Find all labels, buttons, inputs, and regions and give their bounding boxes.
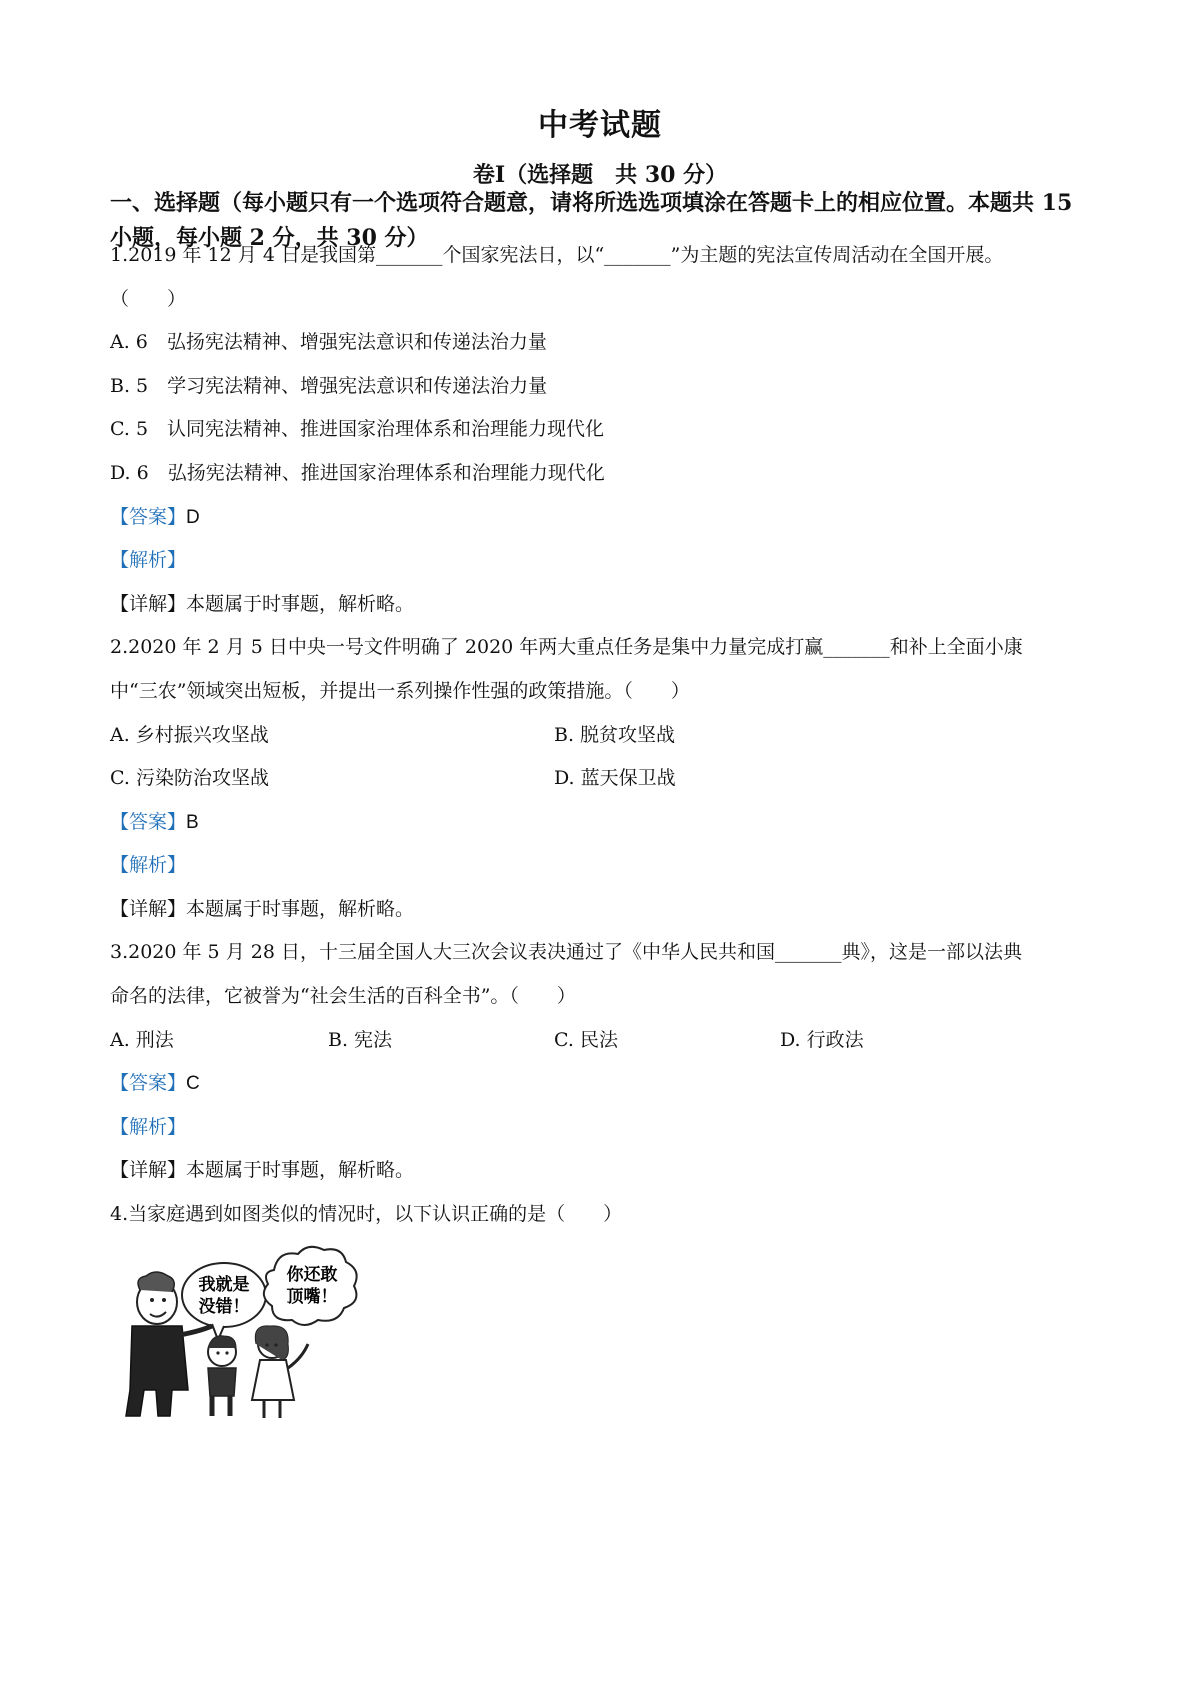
q3-detail: 本题属于时事题，解析略。 bbox=[186, 1159, 415, 1181]
q2-analysis-tag: 【解析】 bbox=[110, 854, 187, 876]
bubble-right-line2: 顶嘴！ bbox=[286, 1287, 338, 1307]
q1-detail-row bbox=[110, 589, 414, 616]
q1-stem-line1: 1.2019 年 12 月 4 日是我国第_______个国家宪法日，以“_______”为主题的宪法宣传周活动在全国开展。 bbox=[110, 244, 1004, 266]
detail-tag: 【详解】 bbox=[110, 898, 187, 920]
q2-option-d: D. 蓝天保卫战 bbox=[554, 767, 676, 789]
paper-subtitle: 卷Ⅰ（选择题 共 30 分） bbox=[472, 162, 728, 188]
section-heading: 一、选择题（每小题只有一个选项符合题意，请将所选选项填涂在答题卡上的相应位置。本题共 15 小题，每小题 2 分，共 30 分） bbox=[110, 190, 1073, 251]
detail-tag: 【详解】 bbox=[110, 593, 187, 615]
q2-option-a: A. 乡村振兴攻坚战 bbox=[110, 724, 269, 746]
q2-stem-line1: 2.2020 年 2 月 5 日中央一号文件明确了 2020 年两大重点任务是集中力量完成打赢_______和补上全面小康 bbox=[110, 636, 1023, 658]
answer-tag: 【答案】 bbox=[110, 506, 187, 528]
bubble-right-line1: 你还敢 bbox=[286, 1265, 338, 1285]
q1-option-c: C. 5 认同宪法精神、推进国家治理体系和治理能力现代化 bbox=[110, 418, 605, 440]
q2-stem-line2: 中“三农”领域突出短板，并提出一系列操作性强的政策措施。（ ） bbox=[110, 680, 690, 702]
q3-option-d: D. 行政法 bbox=[780, 1029, 864, 1051]
q1-option-b: B. 5 学习宪法精神、增强宪法意识和传递法治力量 bbox=[110, 375, 548, 397]
q1-analysis-tag: 【解析】 bbox=[110, 549, 187, 571]
q3-option-c: C. 民法 bbox=[554, 1029, 618, 1051]
q3-option-a: A. 刑法 bbox=[110, 1029, 174, 1051]
mother-figure bbox=[252, 1326, 308, 1418]
q3-answer: C bbox=[186, 1073, 200, 1094]
page-title: 中考试题 bbox=[538, 108, 662, 143]
q1-detail: 本题属于时事题，解析略。 bbox=[186, 593, 415, 615]
q2-detail: 本题属于时事题，解析略。 bbox=[186, 898, 415, 920]
bubble-left-line1: 我就是 bbox=[198, 1275, 250, 1295]
child-figure bbox=[208, 1336, 236, 1416]
answer-tag: 【答案】 bbox=[110, 1072, 187, 1094]
q1-answer-row bbox=[110, 502, 200, 529]
q2-answer-row bbox=[110, 807, 199, 834]
q3-option-b: B. 宪法 bbox=[328, 1029, 393, 1051]
q3-stem-line1: 3.2020 年 5 月 28 日，十三届全国人大三次会议表决通过了《中华人民共和国_______典》，这是一部以法典 bbox=[110, 941, 1022, 963]
q1-option-a: A. 6 弘扬宪法精神、增强宪法意识和传递法治力量 bbox=[110, 331, 547, 353]
answer-tag: 【答案】 bbox=[110, 811, 187, 833]
q3-answer-row bbox=[110, 1068, 200, 1095]
detail-tag: 【详解】 bbox=[110, 1159, 187, 1181]
q1-answer: D bbox=[186, 507, 200, 528]
q4-stem-line1: 4.当家庭遇到如图类似的情况时，以下认识正确的是（ ） bbox=[110, 1203, 623, 1225]
q1-option-d: D. 6 弘扬宪法精神、推进国家治理体系和治理能力现代化 bbox=[110, 462, 605, 484]
q3-detail-row bbox=[110, 1155, 414, 1182]
q2-option-c: C. 污染防治攻坚战 bbox=[110, 767, 269, 789]
q2-answer: B bbox=[186, 812, 199, 833]
q2-detail-row bbox=[110, 894, 414, 921]
family-argument-cartoon bbox=[112, 1240, 372, 1425]
q3-analysis-tag: 【解析】 bbox=[110, 1116, 187, 1138]
q3-stem-line2: 命名的法律，它被誉为“社会生活的百科全书”。（ ） bbox=[110, 985, 576, 1007]
q1-stem-line2: （ ） bbox=[110, 288, 187, 310]
q2-option-b: B. 脱贫攻坚战 bbox=[554, 724, 676, 746]
bubble-left-line2: 没错！ bbox=[198, 1297, 250, 1317]
